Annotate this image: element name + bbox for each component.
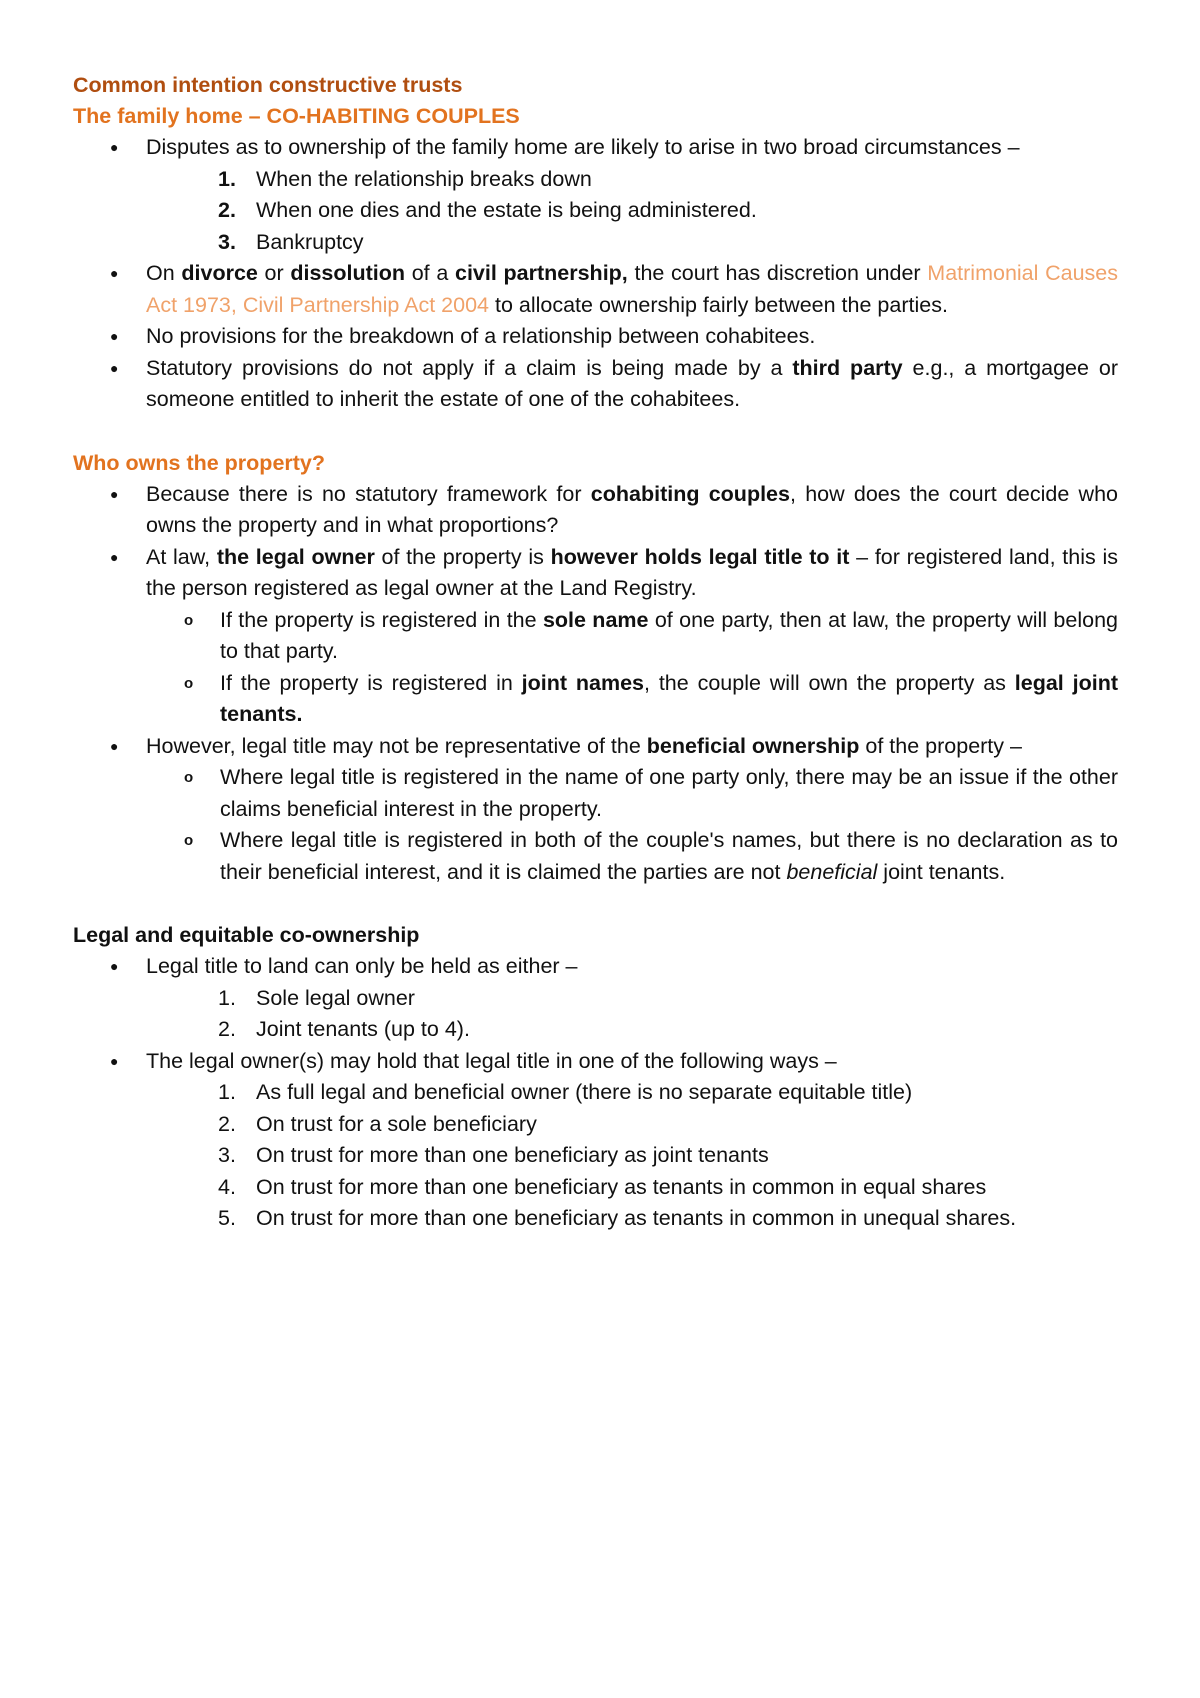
list-item: [73, 258, 1118, 321]
sub-list-item: [73, 605, 1118, 668]
item-number: 1.: [218, 1080, 236, 1104]
circle-bullet-icon: o: [184, 674, 194, 692]
list-item: [73, 542, 1118, 731]
bullet-icon: ●: [110, 328, 119, 344]
list-item: [73, 353, 1118, 416]
list-item-text: On trust for more than one beneficiary as joint tenants: [256, 1143, 769, 1167]
item-number: 4.: [218, 1174, 236, 1199]
bullet-icon: ●: [110, 139, 119, 155]
sub-list-item: [73, 762, 1118, 825]
list-item-text: On trust for a sole beneficiary: [256, 1111, 537, 1136]
text: of the property –: [859, 733, 1022, 758]
text: If the property is registered in: [220, 670, 522, 695]
list-item-text: No provisions for the breakdown of a relationship between cohabitees.: [146, 324, 816, 348]
list-item: [73, 164, 1118, 196]
item-number: 3.: [218, 1143, 236, 1167]
text: e.g., a mortgagee or someone entitled to inherit the estate of one of the cohabitees.: [146, 355, 1118, 411]
list-item-text: As full legal and beneficial owner (there is no separate equitable title): [256, 1080, 913, 1104]
text: , how does the court decide who owns the property and in what proportions?: [146, 481, 1119, 537]
numbered-list: [146, 164, 1118, 259]
text: of one party, then at law, the property will belong to that party.: [220, 607, 1118, 663]
bullet-icon: ●: [110, 958, 119, 974]
bullet-icon: ●: [110, 265, 119, 281]
sub-list-item: [73, 668, 1118, 731]
section-heading-family-home: The family home – CO-HABITING COUPLES: [73, 104, 520, 128]
bold-text: third party: [792, 355, 903, 380]
italic-text: beneficial: [786, 859, 878, 884]
text: If the property is registered in the: [220, 607, 543, 632]
list-item: [73, 1203, 1118, 1235]
bold-text: civil partnership,: [455, 261, 628, 285]
text: the court has discretion under: [627, 261, 928, 285]
list-item: [73, 479, 1118, 542]
circle-bullet-icon: o: [184, 611, 194, 629]
bold-text: joint names: [521, 670, 645, 695]
section-heading-co-ownership: Legal and equitable co-ownership: [73, 923, 420, 947]
bold-text: dissolution: [290, 261, 406, 285]
bullet-icon: ●: [110, 1052, 119, 1069]
section1-list: [73, 132, 1130, 416]
text: to allocate ownership fairly between the parties.: [489, 292, 948, 317]
list-item-text: On trust for more than one beneficiary as tenants in common in equal shares: [256, 1174, 987, 1199]
item-number: 1.: [218, 166, 236, 191]
item-number: 1.: [218, 985, 236, 1010]
sub-list-item: [73, 825, 1118, 888]
numbered-list: [146, 983, 1118, 1046]
text: , the couple will own the property as: [644, 670, 1015, 695]
section2-list: [73, 479, 1130, 889]
list-item-text: Sole legal owner: [256, 985, 415, 1010]
bold-text: however holds legal title to it: [550, 544, 850, 569]
list-item: [73, 1046, 1118, 1235]
item-number: 2.: [218, 198, 236, 222]
text: or: [257, 261, 291, 285]
sub-list: [146, 762, 1118, 888]
list-item: [73, 731, 1118, 889]
circle-bullet-icon: o: [184, 769, 194, 786]
sub-list: [146, 605, 1118, 731]
bullet-icon: ●: [110, 359, 119, 376]
list-item-text: Legal title to land can only be held as either –: [146, 954, 578, 978]
list-item-text: Where legal title is registered in the name of one party only, there may be an issue if the other claims beneficial interest in the property.: [220, 765, 1118, 821]
text: of a: [405, 261, 455, 285]
list-item: [73, 1077, 1118, 1109]
text: – for registered land, this is the person registered as legal owner at the Land Registry.: [146, 544, 1118, 600]
bold-text: cohabiting couples: [590, 481, 790, 506]
list-item-text: Joint tenants (up to 4).: [256, 1017, 470, 1041]
list-item: [73, 951, 1118, 1046]
bold-text: legal joint tenants.: [220, 670, 1118, 726]
circle-bullet-icon: o: [184, 832, 194, 849]
list-item: [73, 1140, 1118, 1172]
text: At law,: [146, 544, 217, 569]
list-item-text: When one dies and the estate is being administered.: [256, 198, 757, 222]
item-number: 5.: [218, 1206, 236, 1230]
bullet-icon: ●: [110, 548, 119, 565]
item-number: 2.: [218, 1111, 236, 1136]
text: However, legal title may not be representative of the: [146, 733, 647, 758]
text: Where legal title is registered in both of the couple's names, but there is no declaration as to their beneficial interest, and it is claimed the parties are not: [220, 828, 1118, 884]
bold-text: the legal owner: [216, 544, 375, 569]
list-item: [73, 195, 1118, 227]
list-item: [73, 321, 1118, 353]
list-item-text: Disputes as to ownership of the family home are likely to arise in two broad circumstances –: [146, 135, 1020, 159]
numbered-list: [146, 1077, 1118, 1235]
bold-text: beneficial ownership: [646, 733, 860, 758]
list-item: [73, 227, 1118, 259]
list-item-text: The legal owner(s) may hold that legal title in one of the following ways –: [146, 1048, 837, 1073]
list-item-text: Bankruptcy: [256, 229, 364, 254]
bold-text: divorce: [181, 261, 258, 285]
bullet-icon: ●: [110, 485, 119, 502]
item-number: 2.: [218, 1017, 236, 1041]
list-item: [73, 983, 1118, 1015]
list-item: [73, 132, 1118, 258]
text: Statutory provisions do not apply if a claim is being made by a: [146, 355, 793, 380]
section3-list: [73, 951, 1130, 1235]
text: joint tenants.: [877, 859, 1006, 884]
bold-text: sole name: [542, 607, 649, 632]
item-number: 3.: [218, 229, 236, 254]
list-item: [73, 1014, 1118, 1046]
section-heading-who-owns: Who owns the property?: [73, 450, 326, 475]
text: of the property is: [374, 544, 551, 569]
list-item-text: When the relationship breaks down: [256, 166, 592, 191]
list-item-text: On trust for more than one beneficiary as tenants in common in unequal shares.: [256, 1206, 1017, 1230]
statute-citation: Matrimonial Causes Act 1973, Civil Partnership Act 2004: [146, 261, 1118, 317]
text: Because there is no statutory framework for: [146, 481, 591, 506]
text: On: [146, 261, 182, 285]
bullet-icon: ●: [110, 737, 119, 754]
document-title: Common intention constructive trusts: [73, 73, 463, 97]
list-item: [73, 1109, 1118, 1141]
list-item: [73, 1172, 1118, 1204]
